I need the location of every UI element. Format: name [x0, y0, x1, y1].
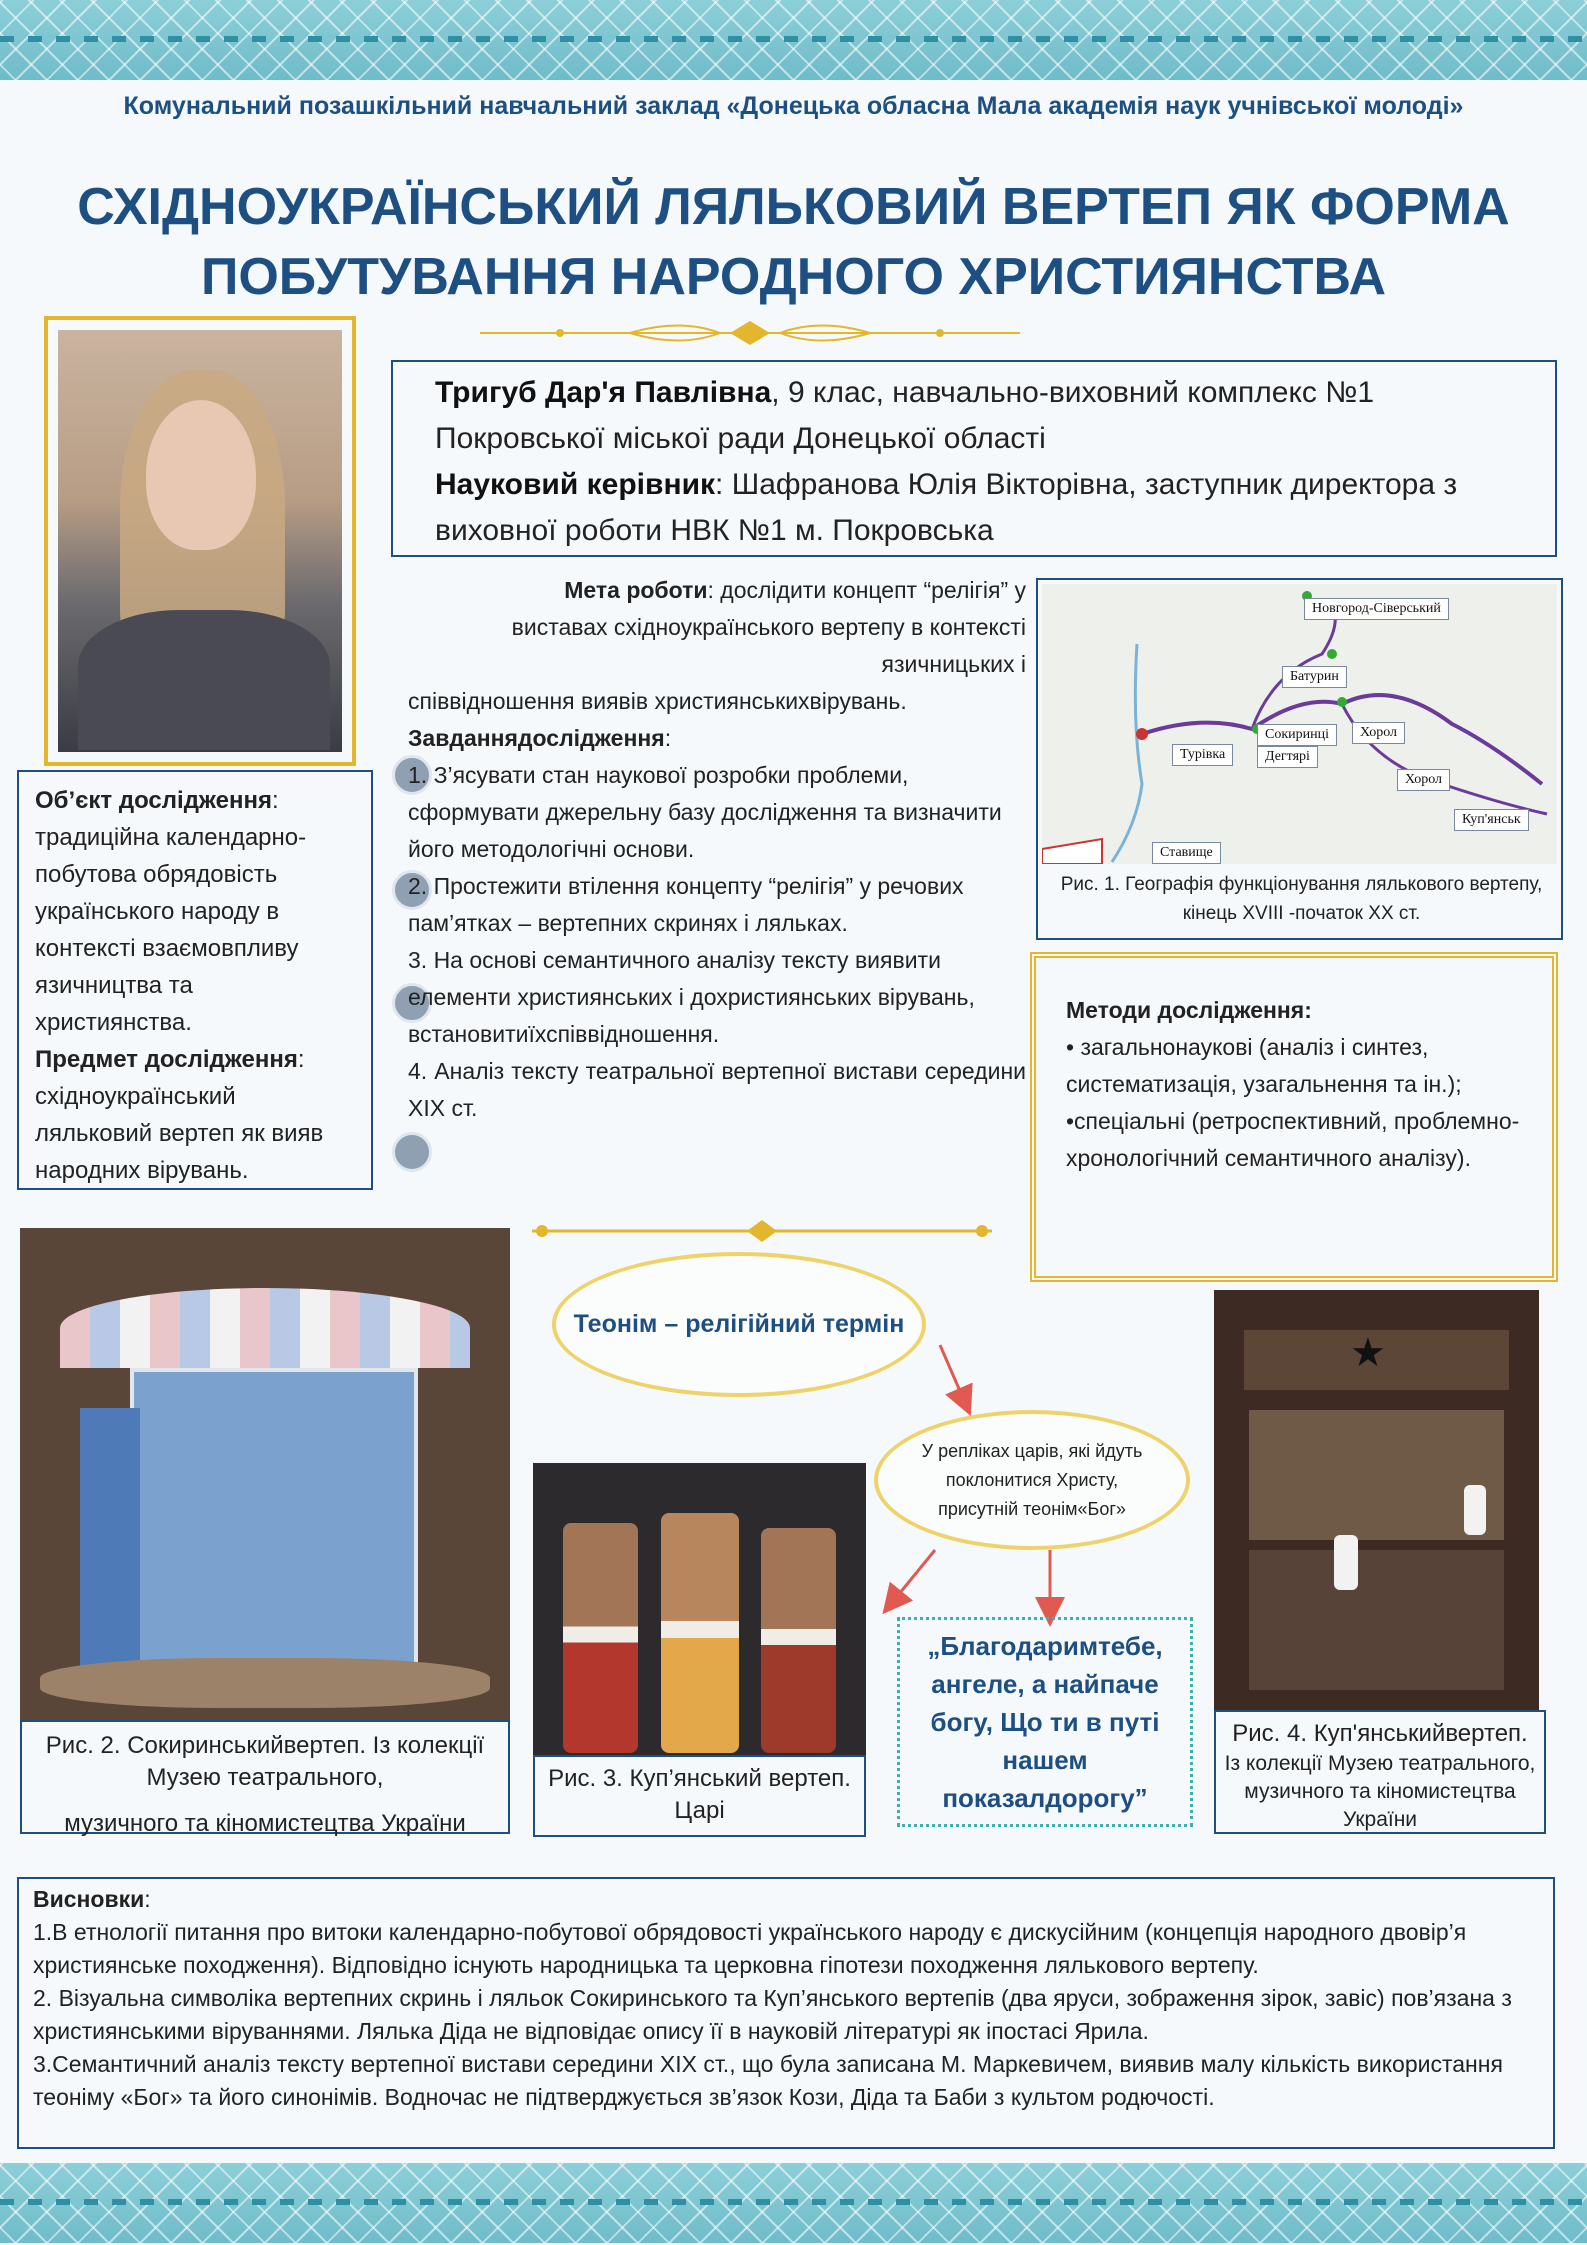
supervisor-text: : Шафранова Юлія Вікторівна, заступник директора з виховної роботи НВК №1 м. Покровська: [435, 468, 1458, 547]
goal-line-2: виставах східноукраїнського вертепу в контексті: [511, 614, 1026, 640]
goal-line-1: : дослідити концепт “релігія” у: [707, 577, 1026, 603]
supervisor-label: Науковий керівник: [435, 468, 716, 501]
author-photo: [44, 316, 356, 766]
kings-quote: „Благодаримтебе, ангеле, а найпаче богу, Що ти в путі нашем показалдорогу”: [897, 1617, 1193, 1827]
organization-title: Комунальний позашкільний навчальний заклад «Донецька обласна Мала академія наук учнівської молоді»: [123, 92, 1464, 120]
author-name: Тригуб Дар'я Павлівна: [435, 376, 772, 409]
object-subject-box: [17, 770, 373, 1190]
figure-2-caption-line-1: Рис. 2. Сокиринськийвертеп. Із колекції Музею театрального,: [45, 1732, 485, 1791]
figure-2-caption-line-2: музичного та кіномистецтва України: [64, 1810, 466, 1837]
bottom-ornament-band: [0, 2163, 1587, 2243]
methods-colon: :: [1304, 997, 1312, 1023]
task-4: 4. Аналіз тексту театральної вертепної вистави середини XIX ст.: [408, 1058, 1026, 1121]
figure-1-caption: Рис. 1. Географія функціонування лялькового вертепу, кінець XVIII -початок XX ст.: [1060, 874, 1543, 924]
goal-line-4: співвідношення виявів християнськихвірувань.: [408, 688, 907, 714]
object-text: : традиційна календарно-побутова обрядовість українського народу в контексті взаємовпливу язичництва та християнства.: [35, 787, 307, 1036]
figure-4-image: [1214, 1290, 1539, 1710]
map-image: [1042, 584, 1557, 864]
conclusion-1: 1.В етнології питання про витоки календарно-побутової обрядовості українського народу є дискусійним (концепція народного двовір’я християнське походження). Відповідно існують народницька та церковна гіпотези походження лялькового вертепу.: [33, 1919, 1467, 1978]
map-label: Батурин: [1282, 666, 1347, 688]
map-label: Сокиринцi: [1257, 724, 1337, 746]
goal-tasks-section: [408, 572, 1026, 1127]
conclusions-label: Висновки: [33, 1886, 145, 1912]
task-2: 2. Простежити втілення концепту “релігія” у речових пам’ятках – вертепних скринях і ляльках.: [408, 873, 964, 936]
gold-divider-ornament: [532, 1216, 992, 1246]
poster-title: СХІДНОУКРАЇНСЬКИЙ ЛЯЛЬКОВИЙ ВЕРТЕП ЯК ФОРМА ПОБУТУВАННЯ НАРОДНОГО ХРИСТИЯНСТВА: [77, 178, 1510, 306]
conclusions-colon: :: [144, 1886, 151, 1912]
task-1: 1. З’ясувати стан наукової розробки проблеми, сформувати джерельну базу дослідження та визначити його методологічні основи.: [408, 762, 1002, 862]
map-label: Новгород-Сiверський: [1304, 598, 1449, 620]
methods-box: [1030, 952, 1558, 1282]
figure-4-caption: [1214, 1710, 1546, 1834]
methods-title: Методи дослідження: [1066, 997, 1305, 1023]
top-ornament-band: [0, 0, 1587, 80]
conclusion-3: 3.Семантичний аналіз тексту вертепної вистави середини XIX ст., що була записана М. Маркевичем, виявив малу кількість використання теоніму «Бог» та його синонімів. Водночас не підтверджується зв’язок Кози, Діда та Баби з культом родючості.: [33, 2051, 1503, 2110]
conclusions-box: [17, 1877, 1555, 2149]
kings-remarks-cloud: У репліках царів, які йдуть поклонитися Христу, присутній теонім«Бог»: [874, 1410, 1190, 1550]
map-label: Куп'янськ: [1454, 809, 1529, 831]
figure-2-caption: [20, 1720, 510, 1837]
figure-3-image: [533, 1463, 866, 1755]
map-figure: [1036, 578, 1563, 940]
goal-label: Мета роботи: [564, 577, 708, 603]
subject-label: Предмет дослідження: [35, 1046, 298, 1073]
map-label: Хорол: [1352, 722, 1405, 744]
author-info-box: [391, 360, 1557, 557]
figure-4-caption-line-1: Рис. 4. Куп'янськийвертеп.: [1232, 1720, 1528, 1747]
conclusion-2: 2. Візуальна символіка вертепних скринь і ляльок Сокиринського та Куп’янського вертепів (два яруси, зображення зірок, завіс) пов’язана з християнськими віруваннями. Лялька Діда не відповідає опису її в науковій літературі як іпостасі Ярила.: [33, 1985, 1512, 2044]
object-label: Об’єкт дослідження: [35, 787, 272, 814]
goal-line-3: язичницьких і: [881, 651, 1026, 677]
author-details: , 9 клас, навчально-виховний комплекс №1 Покровської міської ради Донецької області: [435, 376, 1375, 455]
tasks-colon: :: [664, 725, 672, 751]
map-label: Турiвка: [1172, 744, 1233, 766]
star-icon: ★: [1350, 1331, 1386, 1375]
figure-3-caption: Рис. 3. Куп’янський вертеп. Царі: [533, 1755, 866, 1837]
task-3: 3. На основі семантичного аналізу тексту виявити елементи християнських і дохристиянських вірувань, встановитиїхспіввідношення.: [408, 947, 975, 1047]
gold-divider-ornament: [480, 318, 1020, 348]
theonym-cloud: Теонім – релігійний термін: [552, 1252, 926, 1397]
figure-2-image: [20, 1228, 510, 1720]
methods-item-1: • загальнонаукові (аналіз і синтез, систематизація, узагальнення та ін.);: [1066, 1034, 1462, 1097]
subject-text: : східноукраїнський ляльковий вертеп як вияв народних вірувань.: [35, 1046, 324, 1184]
map-label: Хорол: [1397, 769, 1450, 791]
methods-item-2: •спеціальні (ретроспективний, проблемно-хронологічний семантичного аналізу).: [1066, 1108, 1520, 1171]
figure-4-caption-line-2: Із колекції Музею театрального, музичного та кіномистецтва України: [1224, 1752, 1536, 1831]
tasks-label: Завданнядослідження: [408, 725, 665, 751]
decorative-dot: [392, 1132, 432, 1172]
diagram-arrows: [880, 1340, 1080, 1660]
author-photo-image: [58, 330, 342, 752]
map-label: Ставище: [1152, 842, 1221, 864]
map-label: Дегтярi: [1257, 746, 1318, 768]
